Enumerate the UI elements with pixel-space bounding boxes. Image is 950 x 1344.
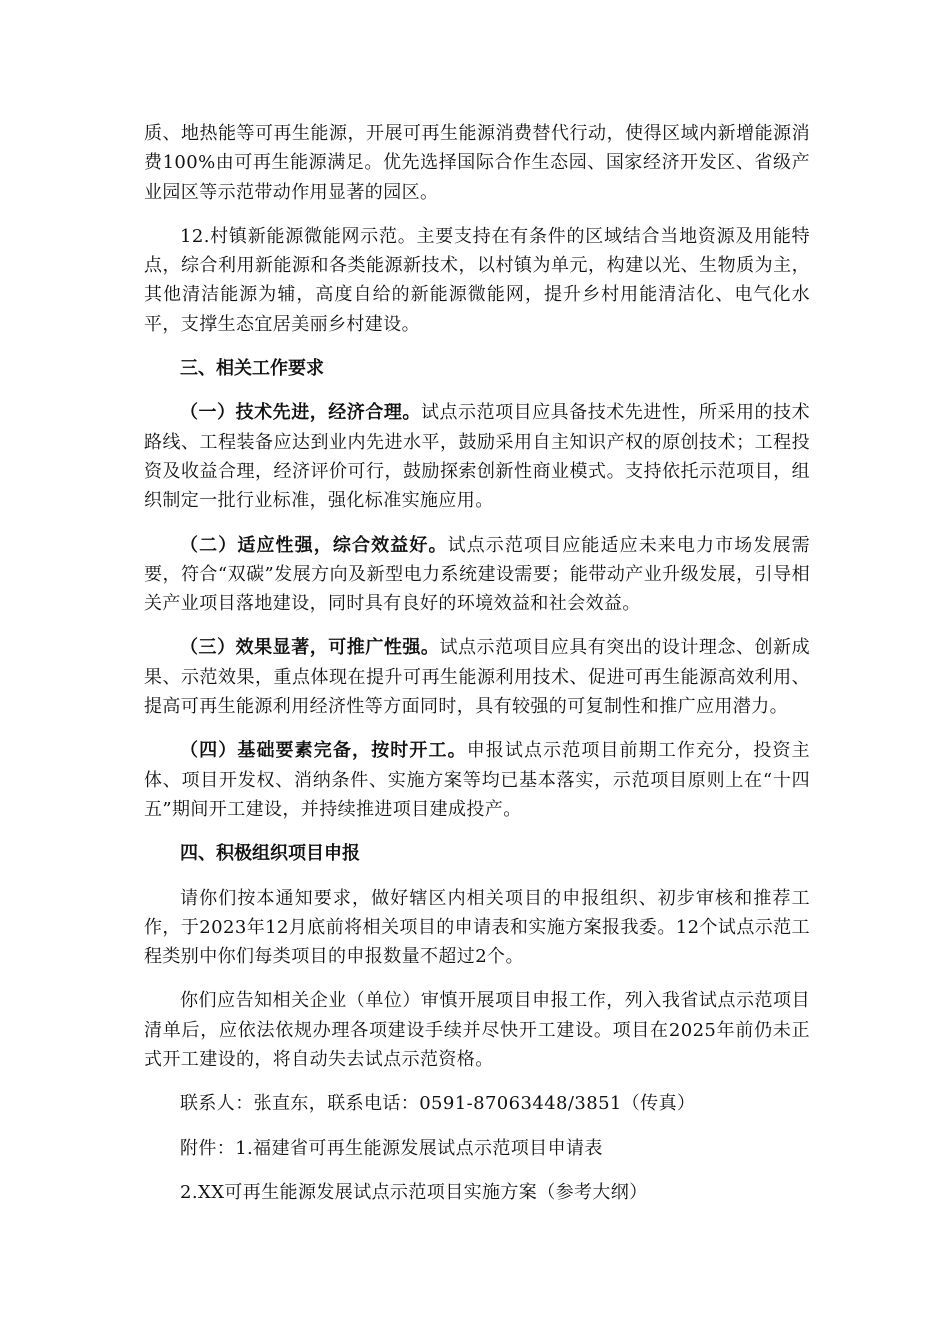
document-page bbox=[144, 119, 810, 1207]
requirement-1-text: 试点示范项目应具备技术先进性，所采用的技术路线、工程装备应达到业内先进水平，鼓励采用自主知识产权的原创技术；工程投资及收益合理，经济评价可行，鼓励探索创新性商业模式。支持依托示范项目，组织制定一批行业标准，强化标准实施应用。 bbox=[144, 402, 810, 512]
requirement-4-text: 申报试点示范项目前期工作充分，投资主体、项目开发权、消纳条件、实施方案等均已基本落实，示范项目原则上在“十四五”期间开工建设，并持续推进项目建成投产。 bbox=[144, 740, 810, 820]
attachment-line-1: 附件：1.福建省可再生能源发展试点示范项目申请表 bbox=[180, 1137, 603, 1159]
requirement-2-text: 试点示范项目应能适应未来电力市场发展需要，符合“双碳”发展方向及新型电力系统建设需要；能带动产业升级发展，引导相关产业项目落地建设，同时具有良好的环境效益和社会效益。 bbox=[144, 534, 810, 615]
paragraph-item-12: 12.村镇新能源微能网示范。主要支持在有条件的区域结合当地资源及用能特点，综合利用新能源和各类能源新技术，以村镇为单元，构建以光、生物质为主，其他清洁能源为辅，高度自给的新能源微能网，提升乡村用能清洁化、电气化水平，支撑生态宜居美丽乡村建设。 bbox=[144, 225, 810, 335]
attachment-line-2: 2.XX可再生能源发展试点示范项目实施方案（参考大纲） bbox=[180, 1181, 648, 1203]
contact-line: 联系人：张直东，联系电话：0591-87063448/3851（传真） bbox=[180, 1093, 696, 1115]
requirement-3 bbox=[144, 633, 810, 721]
paragraph-continuation: 质、地热能等可再生能源，开展可再生能源消费替代行动，使得区域内新增能源消费100%由可再生能源满足。优先选择国际合作生态园、国家经济开发区、省级产业园区等示范带动作用显著的园区。 bbox=[144, 123, 810, 203]
requirement-4-lead: （四）基础要素完备，按时开工。 bbox=[180, 740, 467, 762]
requirement-2 bbox=[144, 531, 810, 619]
requirement-1-lead: （一）技术先进，经济合理。 bbox=[180, 402, 421, 424]
paragraph-notify: 你们应告知相关企业（单位）审慎开展项目申报工作，列入我省试点示范项目清单后，应依法依规办理各项建设手续并尽快开工建设。项目在2025年前仍未正式开工建设的，将自动失去试点示范资格。 bbox=[144, 990, 810, 1071]
section-heading-3: 三、相关工作要求 bbox=[180, 358, 324, 380]
requirement-2-lead: （二）适应性强，综合效益好。 bbox=[180, 534, 448, 556]
requirement-3-lead: （三）效果显著，可推广性强。 bbox=[180, 637, 440, 659]
section-heading-4: 四、积极组织项目申报 bbox=[180, 843, 360, 865]
requirement-1 bbox=[144, 398, 810, 515]
requirement-4 bbox=[144, 736, 810, 824]
paragraph-request: 请你们按本通知要求，做好辖区内相关项目的申报组织、初步审核和推荐工作，于2023年12月底前将相关项目的申请表和实施方案报我委。12个试点示范工程类别中你们每类项目的申报数量不超过2个。 bbox=[144, 887, 810, 968]
requirement-3-text: 试点示范项目应具有突出的设计理念、创新成果、示范效果，重点体现在提升可再生能源利用技术、促进可再生能源高效利用、提高可再生能源利用经济性等方面同时，具有较强的可复制性和推广应用潜力。 bbox=[144, 637, 810, 718]
